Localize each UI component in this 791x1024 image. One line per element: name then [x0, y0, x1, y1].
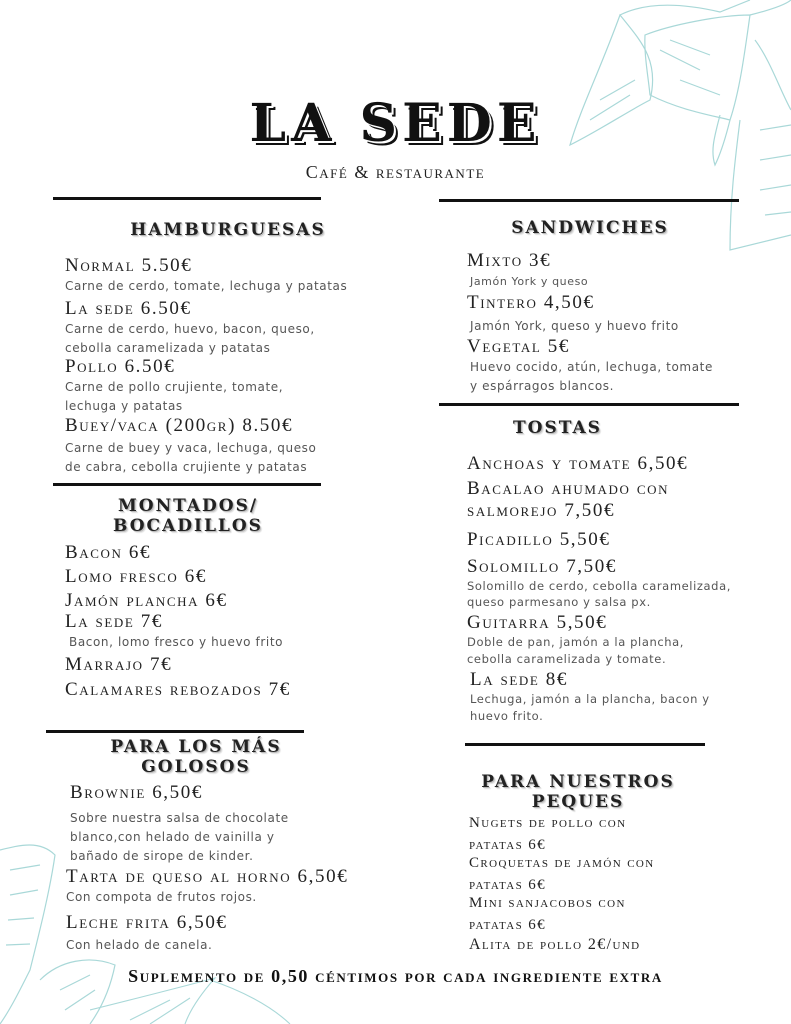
- item-description: bañado de sirope de kinder.: [70, 849, 254, 863]
- item-name: Mini sanjacobos con: [469, 895, 626, 911]
- item-description: Carne de cerdo, huevo, bacon, queso,: [65, 322, 315, 336]
- item-name: Guitarra 5,50€: [467, 612, 608, 633]
- section-title-hamburguesas: HAMBURGUESAS: [130, 220, 326, 240]
- item-name: Tarta de queso al horno 6,50€: [66, 866, 349, 887]
- menu-item: [65, 611, 283, 652]
- menu-item: [65, 566, 207, 588]
- section-title-line: MONTADOS/: [117, 496, 259, 516]
- section-title-line: PARA NUESTROS: [481, 772, 675, 792]
- restaurant-subtitle: Café & restaurante: [305, 162, 486, 182]
- footer-note: Suplemento de 0,50 céntimos por cada ingrediente extra: [128, 966, 663, 986]
- item-name: Calamares rebozados 7€: [65, 679, 291, 700]
- item-description: Lechuga, jamón a la plancha, bacon y: [470, 692, 710, 706]
- item-name: Leche frita 6,50€: [66, 912, 228, 933]
- divider-sandwiches: [439, 199, 739, 202]
- item-name: Croquetas de jamón con: [469, 855, 655, 871]
- section-title-tostas: TOSTAS: [513, 418, 602, 438]
- menu-item: [467, 453, 688, 475]
- divider-tostas: [439, 403, 739, 406]
- item-description: Carne de cerdo, tomate, lechuga y patatas: [65, 279, 348, 293]
- divider-hamburguesas: [53, 197, 321, 200]
- menu-item: [65, 356, 283, 416]
- section-title-line: PEQUES: [531, 792, 625, 812]
- item-name: Jamón plancha 6€: [65, 590, 228, 611]
- menu-item: [469, 935, 641, 955]
- item-name: Normal 5.50€: [65, 255, 193, 276]
- item-name: salmorejo 7,50€: [467, 500, 616, 521]
- item-description: Jamón York, queso y huevo frito: [470, 319, 679, 333]
- section-title-golosos: [46, 737, 346, 777]
- menu-item: [469, 813, 626, 855]
- section-title-peques: [450, 772, 706, 812]
- item-description: cebolla caramelizada y patatas: [65, 341, 271, 355]
- item-name: Tintero 4,50€: [467, 292, 595, 313]
- menu-item: [467, 612, 684, 668]
- item-name: Vegetal 5€: [467, 336, 570, 357]
- item-name: La sede 8€: [470, 669, 568, 690]
- divider-peques: [465, 743, 705, 746]
- section-title-sandwiches: SANDWICHES: [511, 218, 669, 238]
- item-name: patatas 6€: [469, 837, 547, 853]
- menu-item: [65, 679, 291, 701]
- item-description: Carne de buey y vaca, lechuga, queso: [65, 441, 317, 455]
- item-name: La sede 7€: [65, 611, 163, 632]
- item-description: cebolla caramelizada y tomate.: [467, 652, 667, 666]
- section-title-line: BOCADILLOS: [113, 516, 263, 536]
- item-description: Con helado de canela.: [66, 938, 213, 952]
- menu-item: [469, 853, 655, 895]
- item-description: y espárragos blancos.: [470, 379, 615, 393]
- section-title-montados: [53, 496, 323, 536]
- menu-item: [65, 255, 347, 296]
- menu-item: [469, 893, 626, 935]
- menu-item: [66, 866, 348, 907]
- item-description: blanco,con helado de vainilla y: [70, 830, 275, 844]
- menu-item: [65, 298, 315, 358]
- menu-item: [467, 336, 713, 396]
- menu-item: [467, 478, 669, 522]
- menu-item: [467, 529, 610, 551]
- menu-item: [65, 590, 228, 612]
- item-description: Huevo cocido, atún, lechuga, tomate: [470, 360, 713, 374]
- item-description: queso parmesano y salsa px.: [467, 595, 651, 609]
- divider-golosos: [46, 730, 304, 733]
- menu-item: [65, 542, 151, 564]
- menu-item: [470, 669, 710, 725]
- restaurant-name: [0, 92, 791, 156]
- restaurant-name-text: LA SEDE: [249, 93, 542, 154]
- item-name: patatas 6€: [469, 877, 547, 893]
- item-name: Solomillo 7,50€: [467, 556, 617, 577]
- menu-item: [70, 782, 289, 866]
- section-title-line: PARA LOS MÁS: [110, 737, 282, 757]
- item-name: Picadillo 5,50€: [467, 529, 611, 550]
- menu-item: [66, 912, 228, 955]
- item-name: Mixto 3€: [467, 250, 552, 271]
- item-description: Bacon, lomo fresco y huevo frito: [69, 635, 284, 649]
- item-name: Bacalao ahumado con: [467, 478, 670, 499]
- item-name: Buey/vaca (200gr) 8.50€: [65, 415, 294, 436]
- item-description: Sobre nuestra salsa de chocolate: [70, 811, 289, 825]
- item-name: Pollo 6.50€: [65, 356, 176, 377]
- item-name: Marrajo 7€: [65, 654, 173, 675]
- menu-item: [65, 415, 316, 477]
- item-description: Doble de pan, jamón a la plancha,: [467, 635, 685, 649]
- item-name: Alita de pollo 2€/und: [469, 936, 641, 953]
- item-description: de cabra, cebolla crujiente y patatas: [65, 460, 308, 474]
- item-name: Lomo fresco 6€: [65, 566, 207, 587]
- item-name: Anchoas y tomate 6,50€: [467, 453, 689, 474]
- menu-item: [467, 250, 588, 291]
- item-description: Jamón York y queso: [470, 275, 589, 288]
- section-title-line: GOLOSOS: [141, 757, 251, 777]
- divider-montados: [53, 483, 321, 486]
- menu-item: [65, 654, 172, 676]
- menu-item: [467, 556, 731, 610]
- item-description: huevo frito.: [470, 709, 544, 723]
- menu-item: [467, 292, 679, 336]
- item-description: Con compota de frutos rojos.: [66, 890, 257, 904]
- item-description: lechuga y patatas: [65, 399, 183, 413]
- item-name: Bacon 6€: [65, 542, 152, 563]
- item-description: Solomillo de cerdo, cebolla caramelizada,: [467, 579, 731, 593]
- item-name: La sede 6.50€: [65, 298, 192, 319]
- item-name: patatas 6€: [469, 917, 547, 933]
- item-name: Nugets de pollo con: [469, 815, 627, 831]
- item-name: Brownie 6,50€: [70, 782, 203, 803]
- item-description: Carne de pollo crujiente, tomate,: [65, 380, 284, 394]
